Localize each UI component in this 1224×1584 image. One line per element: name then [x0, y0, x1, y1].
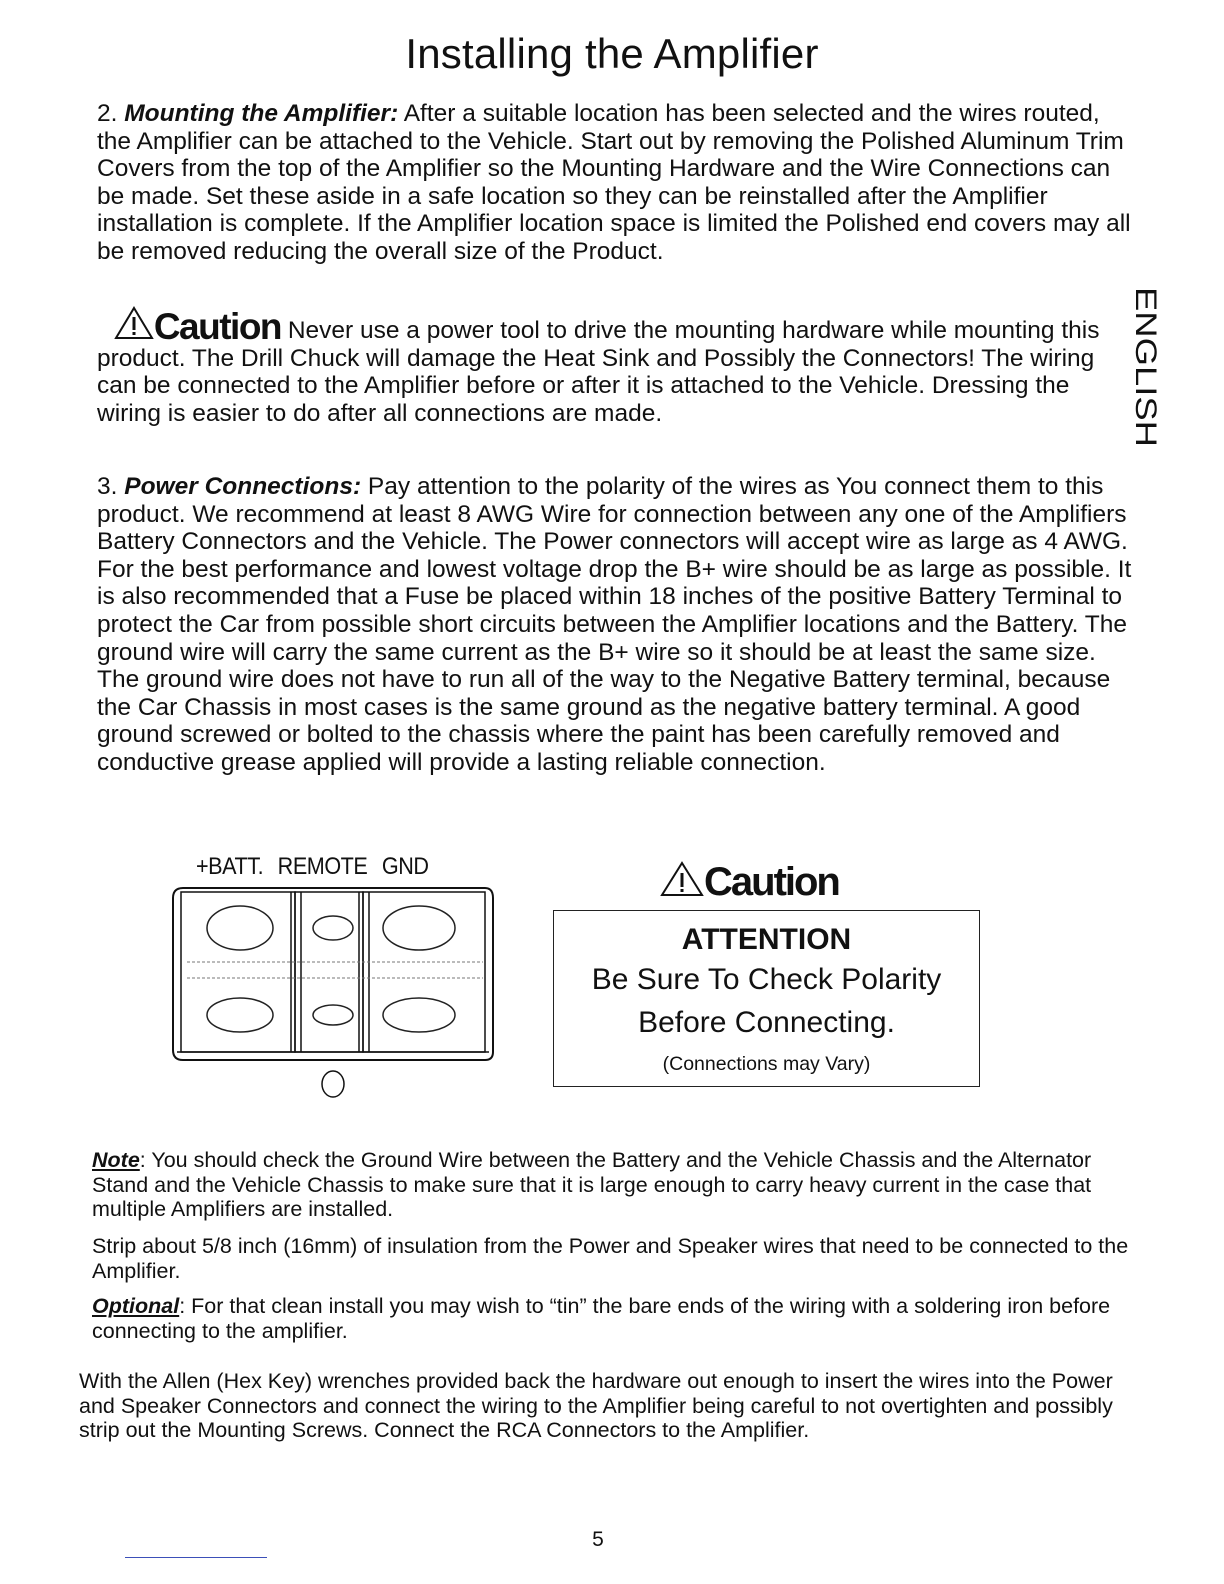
optional-text: : For that clean install you may wish to “tin” the bare ends of the wiring with a soldering iron before connecting to the amplifier.	[92, 1294, 1111, 1343]
page-title: Installing the Amplifier	[405, 30, 819, 77]
note-text: : You should check the Ground Wire between the Battery and the Vehicle Chassis and the Alternator Stand and the Vehicle Chassis to make sure that it is large enough to carry heavy current in the case that multiple Amplifiers are installed.	[92, 1148, 1092, 1221]
attention-box	[553, 910, 980, 1087]
warning-icon	[114, 306, 154, 340]
section-power	[97, 473, 1132, 777]
optional-paragraph	[92, 1294, 1132, 1343]
attention-line-2: Before Connecting.	[638, 1006, 895, 1039]
strip-paragraph: Strip about 5/8 inch (16mm) of insulation from the Power and Speaker wires that need to be connected to the Amplifier.	[92, 1234, 1129, 1283]
section-number: 2.	[97, 100, 118, 127]
attention-note: (Connections may Vary)	[662, 1053, 871, 1075]
caution-label: Caution	[153, 306, 282, 347]
terminal-diagram	[165, 880, 500, 1105]
terminal-label-gnd: GND	[381, 853, 429, 880]
terminal-label-batt: +BATT.	[196, 853, 264, 880]
terminal-label-remote: REMOTE	[277, 853, 368, 880]
section-text: After a suitable location has been selected and the wires routed, the Amplifier can be attached to the Vehicle. Start out by removing the Polished Aluminum Trim Covers from the top of the Amplifier so the Mounting Hardware and the Wire Connections can be made. Set these aside in a safe location so they can be reinstalled after the Amplifier installation is complete. If the Amplifier location space is limited the Polished end covers may all be removed reducing the overall size of the Product.	[97, 100, 1131, 265]
note-label: Note	[92, 1148, 140, 1172]
section-mounting	[97, 100, 1132, 266]
final-paragraph: With the Allen (Hex Key) wrenches provided back the hardware out enough to insert the wires into the Power and Speaker Connectors and connect the wiring to the Amplifier being careful to not overtighten and possibly strip out the Mounting Screws. Connect the RCA Connectors to the Amplifier.	[79, 1369, 1113, 1442]
language-tab-label: ENGLISH	[1129, 287, 1163, 419]
optional-label: Optional	[92, 1294, 180, 1318]
attention-heading: ATTENTION	[681, 923, 852, 956]
caution-box-label: Caution	[704, 860, 839, 904]
section-heading: Power Connections:	[124, 473, 362, 500]
page-number: 5	[592, 1528, 604, 1551]
section-heading: Mounting the Amplifier:	[124, 100, 399, 127]
caution-text: Never use a power tool to drive the mounting hardware while mounting this product. The Drill Chuck will damage the Heat Sink and Possibly the Connectors! The wiring can be connected to the Amplifier before or after it is attached to the Vehicle. Dressing the wiring is easier to do after all connections are made.	[97, 317, 1100, 427]
note-paragraph	[92, 1148, 1132, 1222]
caution-box-header	[660, 860, 839, 905]
footer-rule	[125, 1557, 267, 1558]
attention-line-1: Be Sure To Check Polarity	[591, 963, 942, 996]
section-text: Pay attention to the polarity of the wires as You connect them to this product. We recommend at least 8 AWG Wire for connection between any one of the Amplifiers Battery Connectors and the Vehicle. The Power connectors will accept wire as large as 4 AWG. For the best performance and lowest voltage drop the B+ wire should be as large as possible. It is also recommended that a Fuse be placed within 18 inches of the positive Battery Terminal to protect the Car from possible short circuits between the Amplifier locations and the Battery. The ground wire will carry the same current as the B+ wire so it should be at least the same size. The ground wire does not have to run all of the way to the Negative Battery terminal, because the Car Chassis in most cases is the same ground as the negative battery terminal. A good ground screwed or bolted to the chassis where the paint has been carefully removed and conductive grease applied will provide a lasting reliable connection.	[97, 473, 1132, 776]
section-number: 3.	[97, 473, 118, 500]
terminal-labels	[196, 853, 438, 881]
warning-icon	[660, 861, 704, 897]
caution-paragraph	[97, 306, 1132, 427]
